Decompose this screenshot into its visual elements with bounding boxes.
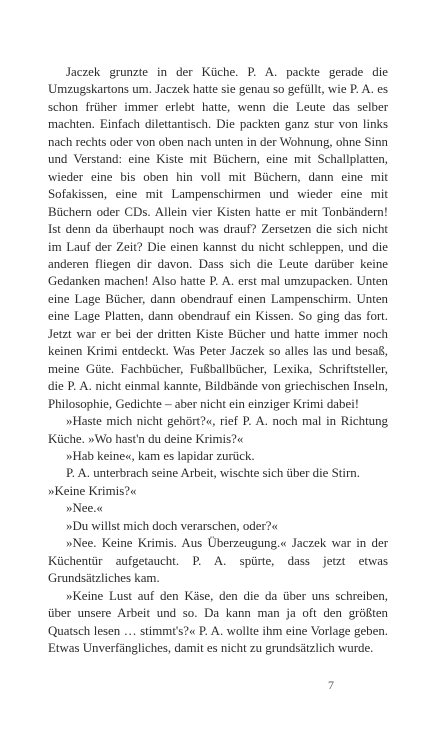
page-number: 7 bbox=[328, 678, 334, 692]
paragraph: »Keine Lust auf den Käse, den die da über uns schreiben, über unsere Arbeit und so. Da kann man ja oft den größten Quatsch lesen … stimmt's?« P. A. wollte ihm eine Vorlage geben. Etwas Unverfängliches, damit es nicht zu grundsätzlich wurde. bbox=[48, 588, 388, 655]
paragraph: »Keine Krimis?« bbox=[48, 483, 137, 498]
paragraph: »Hab keine«, kam es lapidar zurück. bbox=[66, 448, 255, 463]
paragraph: Jaczek grunzte in der Küche. P. A. packte gerade die Umzugskartons um. Jaczek hatte sie genau so gefüllt, wie P. A. es schon früher immer erlebt hatte, wenn die Leute das selber machten. Einfach dilettantisch. Die packten ganz stur von links nach rechts oder von oben nach unten in der Wohnung, ohne Sinn und Verstand: eine Kiste mit Büchern, eine mit Schallplatten, wieder eine bis oben hin voll mit Büchern, dann eine mit Sofakissen, eine mit Lampenschirmen und wieder eine mit Büchern oder CDs. Allein vier Kisten hatte er mit Tonbändern! Ist denn da überhaupt noch was drauf? Zersetzen die sich nicht im Lauf der Zeit? Die einen kannst du nicht schleppen, und die anderen fliegen dir davon. Dass sich die Leute darüber keine Gedanken machen! Also hatte P. A. erst mal umzupacken. Unten eine Lage Bücher, dann obendrauf einen Lampenschirm. Unten eine Lage Platten, dann obendrauf ein Kissen. So ging das fort. Jetzt war er bei der dritten Kiste Bücher und hatte immer noch keinen Krimi entdeckt. Was Peter Jaczek so alles las und besaß, meine Güte. Fachbücher, Fußballbücher, Lexika, Schriftsteller, die P. A. nicht einmal kannte, Bildbände von griechischen Inseln, Philosophie, Gedichte – aber nicht ein einziger Krimi dabei! bbox=[48, 65, 388, 411]
paragraph: »Nee. Keine Krimis. Aus Überzeugung.« Jaczek war in der Küchentür aufgetaucht. P. A. spürte, dass jetzt etwas Grundsätzliches kam. bbox=[48, 536, 388, 586]
body-text bbox=[48, 64, 388, 657]
paragraph: »Du willst mich doch verarschen, oder?« bbox=[66, 518, 278, 533]
paragraph: P. A. unterbrach seine Arbeit, wischte sich über die Stirn. bbox=[66, 466, 360, 481]
paragraph: »Nee.« bbox=[66, 501, 103, 516]
paragraph: »Haste mich nicht gehört?«, rief P. A. noch mal in Richtung Küche. »Wo hast'n du deine Krimis?« bbox=[48, 414, 388, 446]
